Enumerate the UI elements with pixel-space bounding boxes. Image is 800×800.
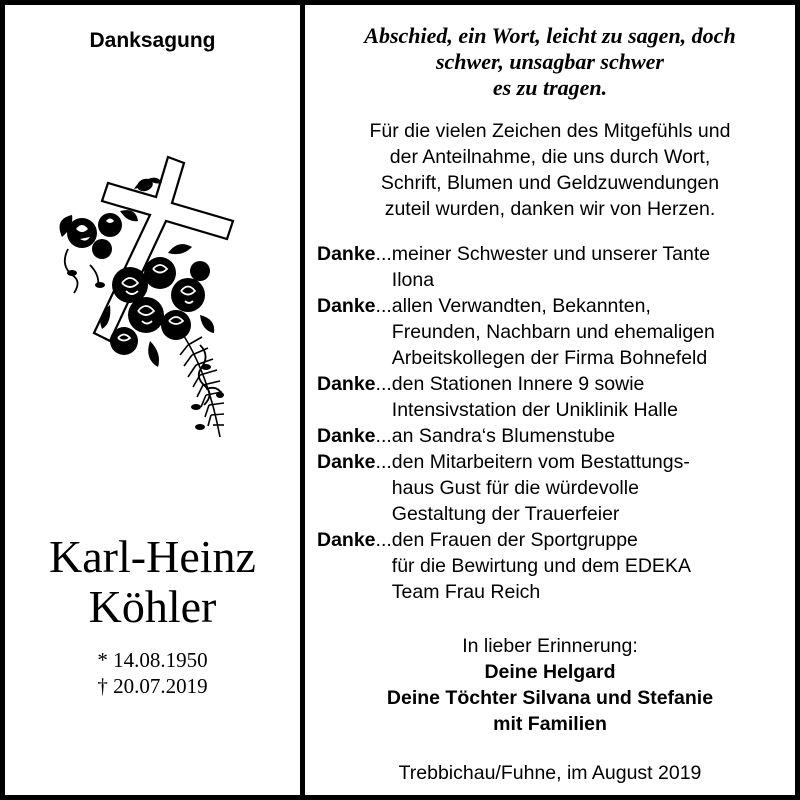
thanks-text <box>392 527 787 605</box>
frame-border-right <box>795 0 800 800</box>
intro-line: Schrift, Blumen und Geldzuwendungen <box>380 172 720 194</box>
thanks-word: Danke <box>317 373 376 395</box>
deceased-first-name: Karl-Heinz <box>49 531 256 582</box>
left-column <box>5 5 300 795</box>
frame-border-bottom <box>0 795 800 800</box>
thanks-line: allen Verwandten, Bekannten, <box>391 295 651 317</box>
place-and-date: Trebbichau/Fuhne, im August 2019 <box>398 762 702 784</box>
signoff-daughters: Deine Töchter Silvana und Stefanie <box>386 687 714 709</box>
thanks-entry <box>317 449 787 527</box>
thanks-ellipsis: ... <box>375 243 392 265</box>
thanks-entry <box>317 293 787 371</box>
thanks-line: Gestaltung der Trauerfeier <box>391 503 620 525</box>
thanks-prefix <box>317 449 392 527</box>
thanks-entry <box>317 241 787 293</box>
thanks-line: Intensivstation der Uniklinik Halle <box>391 399 678 421</box>
thanks-ellipsis: ... <box>375 373 392 395</box>
thanks-prefix <box>317 241 392 293</box>
thanks-prefix <box>317 293 392 371</box>
signoff-families: mit Familien <box>493 713 607 735</box>
thanks-line: Team Frau Reich <box>391 581 541 603</box>
intro-line: der Anteilnahme, die uns durch Wort, <box>389 146 711 168</box>
thanks-text <box>392 371 787 423</box>
life-dates <box>5 647 300 699</box>
right-column <box>305 5 795 795</box>
thanks-prefix <box>317 423 392 449</box>
thanks-word: Danke <box>317 425 376 447</box>
thanks-prefix <box>317 527 392 605</box>
deceased-last-name: Köhler <box>88 581 217 632</box>
thanks-prefix <box>317 371 392 423</box>
thanks-line: an Sandra‘s Blumenstube <box>391 425 616 447</box>
intro-line: zuteil wurden, danken wir von Herzen. <box>384 198 716 220</box>
thanks-word: Danke <box>317 243 376 265</box>
thanks-word: Danke <box>317 295 376 317</box>
thanks-line: den Stationen Innere 9 sowie <box>391 373 645 395</box>
thanks-entry <box>317 371 787 423</box>
intro-line: Für die vielen Zeichen des Mitgefühls und <box>369 120 731 142</box>
thanks-line: den Mitarbeitern vom Bestattungs- <box>391 451 690 473</box>
thanks-text <box>392 293 787 371</box>
thanks-line: meiner Schwester und unserer Tante <box>391 243 711 265</box>
thanks-ellipsis: ... <box>375 529 392 551</box>
cross-with-roses-icon <box>50 145 260 445</box>
thanks-entry <box>317 527 787 605</box>
thanks-entry <box>317 423 787 449</box>
thanks-ellipsis: ... <box>375 295 392 317</box>
quote-line: schwer, unsagbar schwer <box>435 49 664 74</box>
quote-line: Abschied, ein Wort, leicht zu sagen, doch <box>364 23 736 48</box>
thanks-text <box>392 423 787 449</box>
signoff-spouse: Deine Helgard <box>484 661 616 683</box>
thanks-line: Ilona <box>391 269 435 291</box>
signoff-intro: In lieber Erinnerung: <box>462 635 638 657</box>
thanks-text <box>392 449 787 527</box>
thanks-word: Danke <box>317 451 376 473</box>
birth-date: * 14.08.1950 <box>97 648 208 672</box>
thanks-line: Arbeitskollegen der Firma Bohnefeld <box>391 347 708 369</box>
death-date: † 20.07.2019 <box>97 674 208 698</box>
thanks-text <box>392 241 787 293</box>
thanks-list <box>317 241 787 605</box>
thanks-line: haus Gust für die würdevolle <box>391 477 639 499</box>
thanks-line: den Frauen der Sportgruppe <box>391 529 638 551</box>
heading-danksagung: Danksagung <box>89 29 216 52</box>
thanks-ellipsis: ... <box>375 451 392 473</box>
quote-line: es zu tragen. <box>492 75 608 100</box>
thanks-ellipsis: ... <box>375 425 392 447</box>
deceased-name <box>5 532 300 632</box>
thanks-line: für die Bewirtung und dem EDEKA <box>391 555 691 577</box>
thanks-word: Danke <box>317 529 376 551</box>
farewell-quote <box>305 23 795 101</box>
thanks-line: Freunden, Nachbarn und ehemaligen <box>391 321 715 343</box>
signoff <box>305 633 795 737</box>
thanks-intro <box>305 118 795 222</box>
